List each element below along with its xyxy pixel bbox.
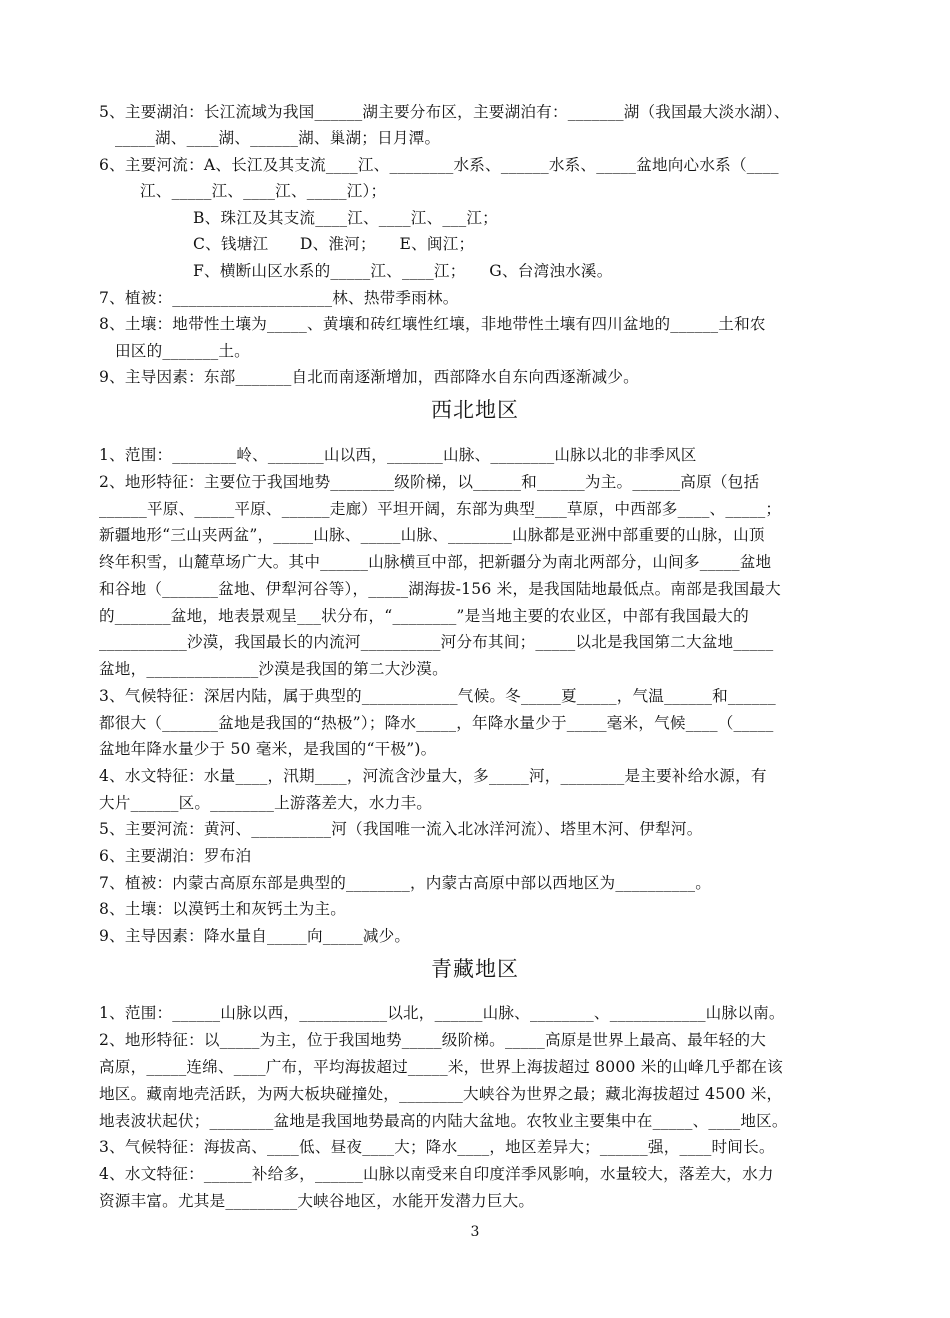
line: 7、植被：____________________林、热带季雨林。 — [99, 289, 459, 307]
line: B、珠江及其支流____江、____江、___江； — [193, 209, 498, 227]
line: 5、主要湖泊：长江流域为我国______湖主要分布区，主要湖泊有：_______湖（我国最大淡水湖）、 — [99, 103, 790, 121]
line: 新疆地形“三山夹两盆”，_____山脉、_____山脉、________山脉都是亚洲中部重要的山脉，山顶 — [99, 526, 765, 544]
page-number: 3 — [470, 1224, 480, 1240]
line: 4、水文特征：水量____，汛期____，河流含沙量大，多_____河，________是主要补给水源，有 — [99, 767, 767, 785]
line: 9、主导因素：东部_______自北而南逐渐增加，西部降水自东向西逐渐减少。 — [99, 368, 639, 386]
line: 田区的_______土。 — [115, 342, 250, 360]
line: 资源丰富。尤其是_________大峡谷地区，水能开发潜力巨大。 — [99, 1192, 535, 1210]
line: F、横断山区水系的_____江、____江； G、台湾浊水溪。 — [193, 262, 613, 280]
line: 都很大（_______盆地是我国的“热极”）；降水_____，年降水量少于_____毫米，气候____（_____ — [99, 714, 774, 732]
line: 和谷地（_______盆地、伊犁河谷等），_____湖海拔-156 米，是我国陆地最低点。南部是我国最大 — [99, 580, 781, 598]
line: 8、土壤：以漠钙土和灰钙土为主。 — [99, 900, 347, 918]
line: 3、气候特征：海拔高、____低、昼夜____大；降水____，地区差异大；______强，____时间长。 — [99, 1138, 775, 1156]
line: ___________沙漠，我国最长的内流河__________河分布其间；_____以北是我国第二大盆地_____ — [99, 633, 774, 651]
line: 的_______盆地，地表景观呈___状分布，“________”是当地主要的农业区，中部有我国最大的 — [99, 607, 749, 625]
line: 地表波状起伏；________盆地是我国地势最高的内陆大盆地。农牧业主要集中在_____、____地区。 — [99, 1112, 788, 1130]
line: 5、主要河流：黄河、__________河（我国唯一流入北冰洋河流）、塔里木河、伊犁河。 — [99, 820, 703, 838]
line: 3、气候特征：深居内陆，属于典型的____________气候。冬_____夏_____，气温______和______ — [99, 687, 776, 705]
line: 江、_____江、____江、_____江）； — [140, 182, 387, 200]
line: 盆地年降水量少于 50 毫米，是我国的“干极”)。 — [99, 740, 437, 758]
line: 1、范围：________岭、_______山以西，_______山脉、________山脉以北的非季风区 — [99, 446, 697, 464]
line: 8、土壤：地带性土壤为_____、黄壤和砖红壤性红壤，非地带性土壤有四川盆地的______土和农 — [99, 315, 766, 333]
section-title: 青藏地区 — [431, 957, 519, 981]
line: 终年积雪，山麓草场广大。其中______山脉横亘中部，把新疆分为南北两部分，山间多_____盆地 — [99, 553, 772, 571]
line: ______平原、_____平原、______走廊）平坦开阔，东部为典型____草原，中西部多____、_____； — [99, 500, 782, 518]
line: 4、水文特征：______补给多，______山脉以南受来自印度洋季风影响，水量较大，落差大，水力 — [99, 1165, 774, 1183]
section-title: 西北地区 — [431, 398, 519, 422]
line: 6、主要湖泊：罗布泊 — [99, 847, 252, 865]
line: 2、地形特征：以_____为主，位于我国地势_____级阶梯。_____高原是世界上最高、最年轻的大 — [99, 1031, 767, 1049]
line: 2、地形特征：主要位于我国地势________级阶梯，以______和______为主。______高原（包括 — [99, 473, 760, 491]
line: 7、植被：内蒙古高原东部是典型的________，内蒙古高原中部以西地区为__________。 — [99, 874, 712, 892]
line: 1、范围：______山脉以西，___________以北，______山脉、________、____________山脉以南。 — [99, 1004, 785, 1022]
line: C、钱塘江 D、淮河； E、闽江； — [193, 235, 475, 253]
line: 大片______区。________上游落差大，水力丰。 — [99, 794, 433, 812]
line: 高原，_____连绵、____广布，平均海拔超过_____米，世界上海拔超过 8000 米的山峰几乎都在该 — [99, 1058, 783, 1076]
line: 6、主要河流：A、长江及其支流____江、________水系、______水系、_____盆地向心水系（____ — [99, 156, 779, 174]
line: 盆地，______________沙漠是我国的第二大沙漠。 — [99, 660, 448, 678]
line: 9、主导因素：降水量自_____向_____减少。 — [99, 927, 411, 945]
line: 地区。藏南地壳活跃，为两大板块碰撞处，________大峡谷为世界之最；藏北海拔超过 4500 米， — [99, 1085, 783, 1103]
line: _____湖、____湖、______湖、巢湖；日月潭。 — [115, 129, 441, 147]
